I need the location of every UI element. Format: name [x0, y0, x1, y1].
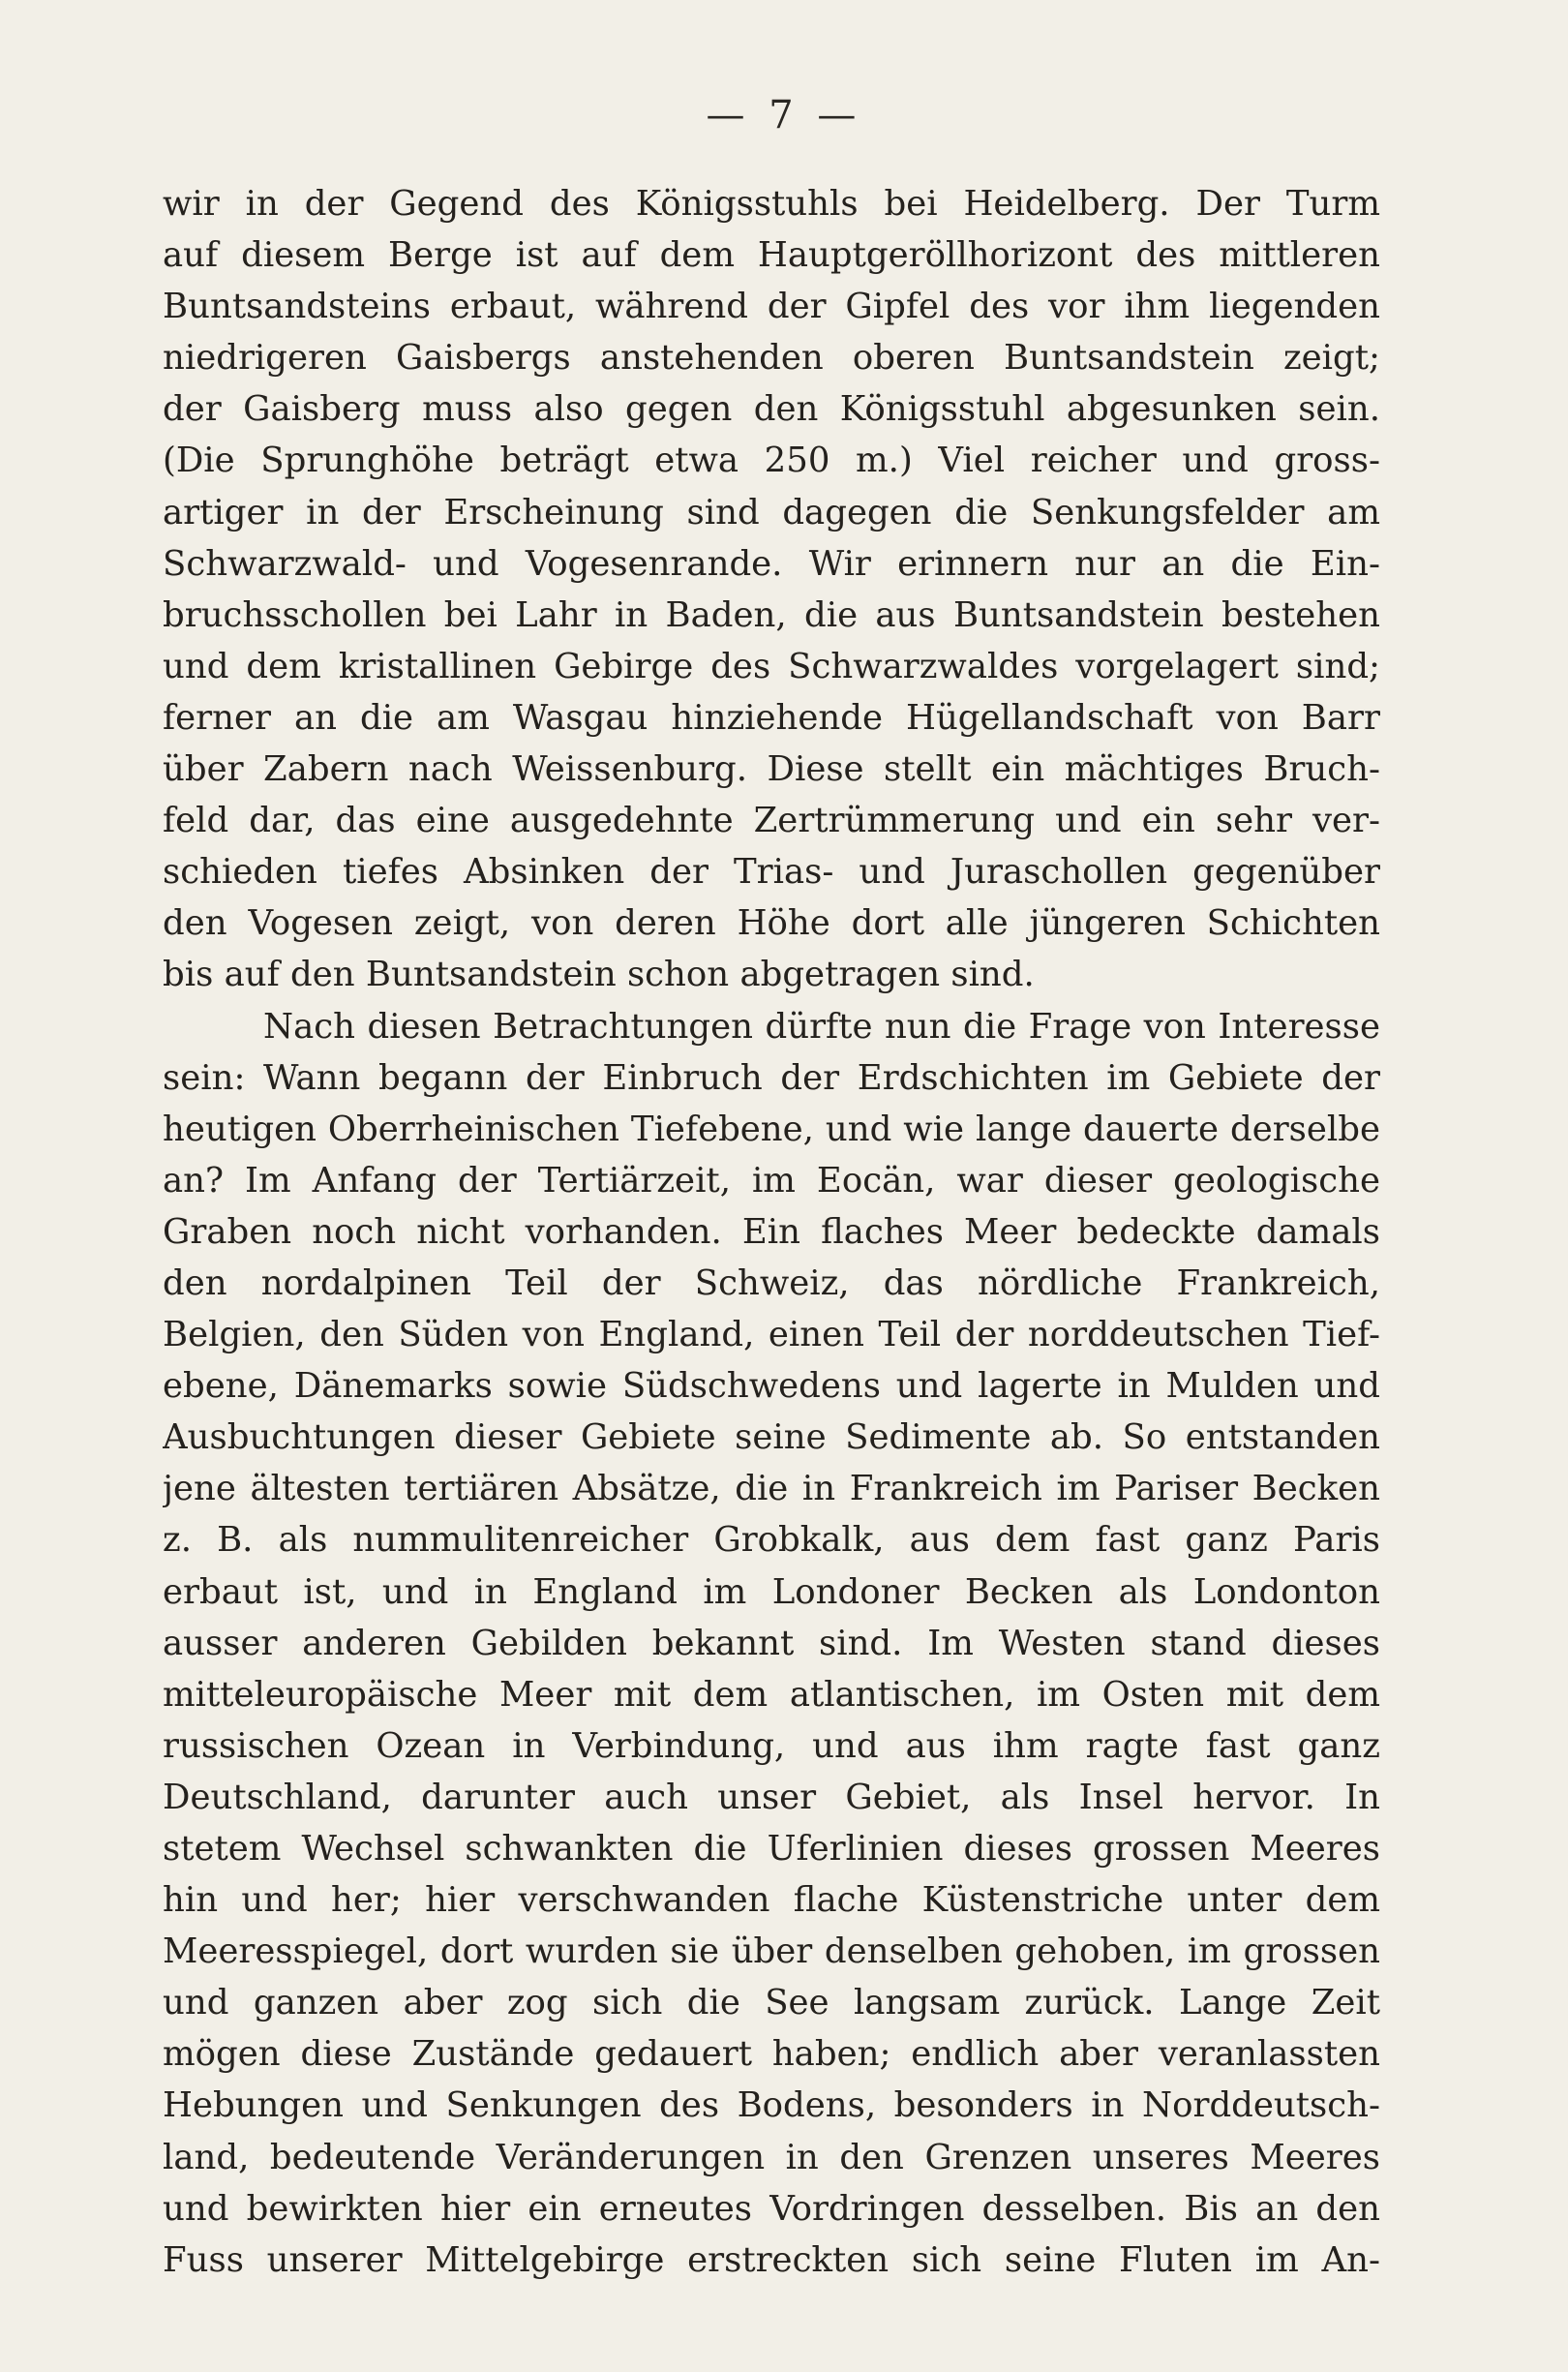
text-line: z. B. als nummulitenreicher Grobkalk, aus dem fast ganz Paris	[163, 1520, 1380, 1561]
text-line: niedrigeren Gaisbergs anstehenden oberen Buntsandstein zeigt;	[163, 338, 1380, 379]
text-line: feld dar, das eine ausgedehnte Zertrümmerung und ein sehr ver-	[163, 801, 1380, 841]
text-line: hin und her; hier verschwanden flache Küstenstriche unter dem	[163, 1880, 1380, 1921]
paragraph-end-line: bis auf den Buntsandstein schon abgetragen sind.	[163, 955, 1035, 995]
text-line: Belgien, den Süden von England, einen Teil der norddeutschen Tief-	[163, 1315, 1380, 1355]
text-line: land, bedeutende Veränderungen in den Grenzen unseres Meeres	[163, 2137, 1380, 2177]
text-line: der Gaisberg muss also gegen den Königsstuhl abgesunken sein.	[163, 389, 1380, 430]
text-line: auf diesem Berge ist auf dem Hauptgeröllhorizont des mittleren	[163, 235, 1380, 276]
text-line: russischen Ozean in Verbindung, und aus ihm ragte fast ganz	[163, 1725, 1380, 1766]
text-line: den nordalpinen Teil der Schweiz, das nördliche Frankreich,	[163, 1262, 1380, 1303]
text-line: schieden tiefes Absinken der Trias- und Juraschollen gegenüber	[163, 852, 1380, 893]
text-line: Deutschland, darunter auch unser Gebiet, als Insel hervor. In	[163, 1777, 1380, 1817]
text-line: an? Im Anfang der Tertiärzeit, im Eocän, war dieser geologische	[163, 1160, 1380, 1201]
text-line: jene ältesten tertiären Absätze, die in Frankreich im Pariser Becken	[163, 1469, 1380, 1509]
text-line: ausser anderen Gebilden bekannt sind. Im Westen stand dieses	[163, 1623, 1380, 1663]
text-line: Hebungen und Senkungen des Bodens, besonders in Norddeutsch-	[163, 2085, 1380, 2126]
text-line: artiger in der Erscheinung sind dagegen die Senkungsfelder am	[163, 492, 1380, 532]
text-line: Fuss unserer Mittelgebirge erstreckten sich seine Fluten im An-	[163, 2239, 1380, 2280]
text-line: wir in der Gegend des Königsstuhls bei Heidelberg. Der Turm	[163, 184, 1380, 224]
text-line: ferner an die am Wasgau hinziehende Hügellandschaft von Barr	[163, 697, 1380, 738]
text-line: und bewirkten hier ein erneutes Vordringen desselben. Bis an den	[163, 2188, 1380, 2229]
text-line: heutigen Oberrheinischen Tiefebene, und wie lange dauerte derselbe	[163, 1109, 1380, 1149]
text-line: Buntsandsteins erbaut, während der Gipfel des vor ihm liegenden	[163, 287, 1380, 327]
text-line: Graben noch nicht vorhanden. Ein flaches Meer bedeckte damals	[163, 1211, 1380, 1252]
text-line: Meeresspiegel, dort wurden sie über denselben gehoben, im grossen	[163, 1931, 1380, 1972]
text-line: sein: Wann begann der Einbruch der Erdschichten im Gebiete der	[163, 1057, 1380, 1098]
text-line: ebene, Dänemarks sowie Südschwedens und lagerte in Mulden und	[163, 1366, 1380, 1407]
text-line: bruchsschollen bei Lahr in Baden, die aus Buntsandstein bestehen	[163, 594, 1380, 635]
text-line: über Zabern nach Weissenburg. Diese stellt ein mächtiges Bruch-	[163, 749, 1380, 790]
text-line: und ganzen aber zog sich die See langsam zurück. Lange Zeit	[163, 1983, 1380, 2023]
paragraph-start-line: Nach diesen Betrachtungen dürfte nun die Frage von Interesse	[263, 1006, 1380, 1047]
text-line: erbaut ist, und in England im Londoner Becken als Londonton	[163, 1571, 1380, 1612]
body-text	[163, 178, 1380, 2286]
text-line: Schwarzwald- und Vogesenrande. Wir erinnern nur an die Ein-	[163, 543, 1380, 584]
text-line: Ausbuchtungen dieser Gebiete seine Sedimente ab. So entstanden	[163, 1417, 1380, 1458]
text-line: stetem Wechsel schwankten die Uferlinien dieses grossen Meeres	[163, 1829, 1380, 1869]
text-line: (Die Sprunghöhe beträgt etwa 250 m.) Viel reicher und gross-	[163, 441, 1380, 481]
text-line: und dem kristallinen Gebirge des Schwarzwaldes vorgelagert sind;	[163, 646, 1380, 686]
text-line: mitteleuropäische Meer mit dem atlantischen, im Osten mit dem	[163, 1674, 1380, 1715]
text-line: den Vogesen zeigt, von deren Höhe dort alle jüngeren Schichten	[163, 903, 1380, 944]
page-number: — 7 —	[706, 93, 862, 137]
text-line: mögen diese Zustände gedauert haben; endlich aber veranlassten	[163, 2034, 1380, 2075]
